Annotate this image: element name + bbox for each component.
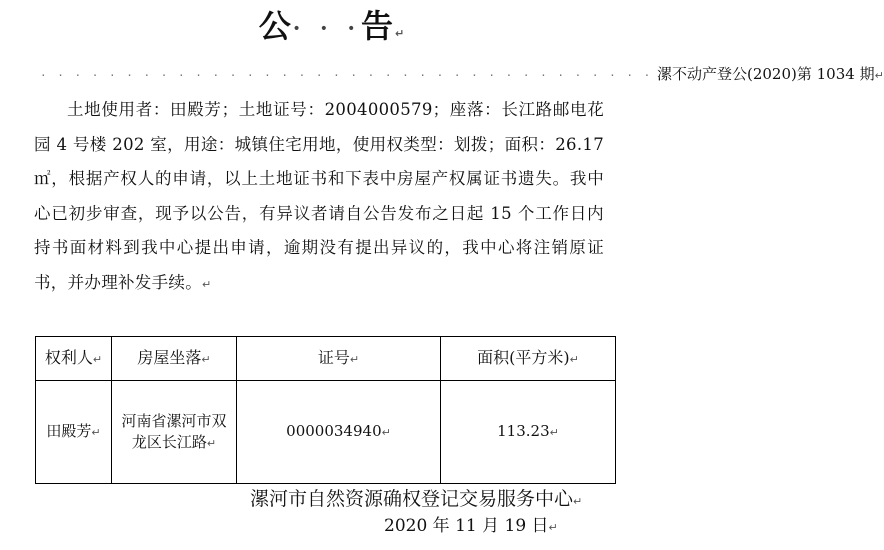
paragraph-mark-icon: ↵	[395, 27, 407, 40]
cell-owner: 田殿芳↵	[36, 381, 112, 484]
title-dots: · · ·	[292, 15, 362, 42]
document-number-line	[40, 62, 884, 88]
cell-location: 河南省漯河市双龙区长江路↵	[112, 381, 237, 484]
paragraph-mark-icon: ↵	[202, 277, 212, 291]
issuer-name: 漯河市自然资源确权登记交易服务中心	[250, 488, 574, 510]
paragraph-mark-icon: ↵	[573, 495, 583, 508]
table-row	[36, 381, 616, 484]
leader-dots: · · · · · · · · · · · · · · · · · · · · · · · · · · · · · · · · · · · ·	[40, 69, 653, 82]
date-line	[384, 514, 584, 540]
paragraph-mark-icon: ↵	[874, 69, 884, 82]
paragraph-mark-icon: ↵	[548, 521, 558, 534]
cell-cert-no: 0000034940↵	[237, 381, 441, 484]
header-location: 房屋坐落↵	[112, 337, 237, 381]
title-char-left: 公	[258, 7, 293, 45]
title-char-right: 告	[361, 7, 396, 45]
header-area: 面积(平方米)↵	[441, 337, 616, 381]
certificate-table	[35, 336, 616, 484]
notice-title	[0, 6, 665, 54]
cell-area: 113.23↵	[441, 381, 616, 484]
notice-body	[34, 93, 604, 302]
header-owner: 权利人↵	[36, 337, 112, 381]
header-cert-no: 证号↵	[237, 337, 441, 381]
document-number: 漯不动产登公(2020)第 1034 期	[656, 65, 875, 83]
notice-body-text: 土地使用者：田殿芳；土地证号：2004000579；座落：长江路邮电花园 4 号楼 202 室，用途：城镇住宅用地，使用权类型：划拨；面积：26.17 ㎡，根据产权人的申请，以上土地证书和下表中房屋产权属证书遗失。我中心已初步审查，现予以公告，有异议者请自公告发布之日起 15 个工作日内持书面材料到我中心提出申请，逾期没有提出异议的，我中心将注销原证书，并办理补发手续。	[34, 100, 604, 292]
issuer-line	[250, 487, 630, 514]
issue-date: 2020 年 11 月 19 日	[384, 516, 549, 536]
table-header-row	[36, 337, 616, 381]
